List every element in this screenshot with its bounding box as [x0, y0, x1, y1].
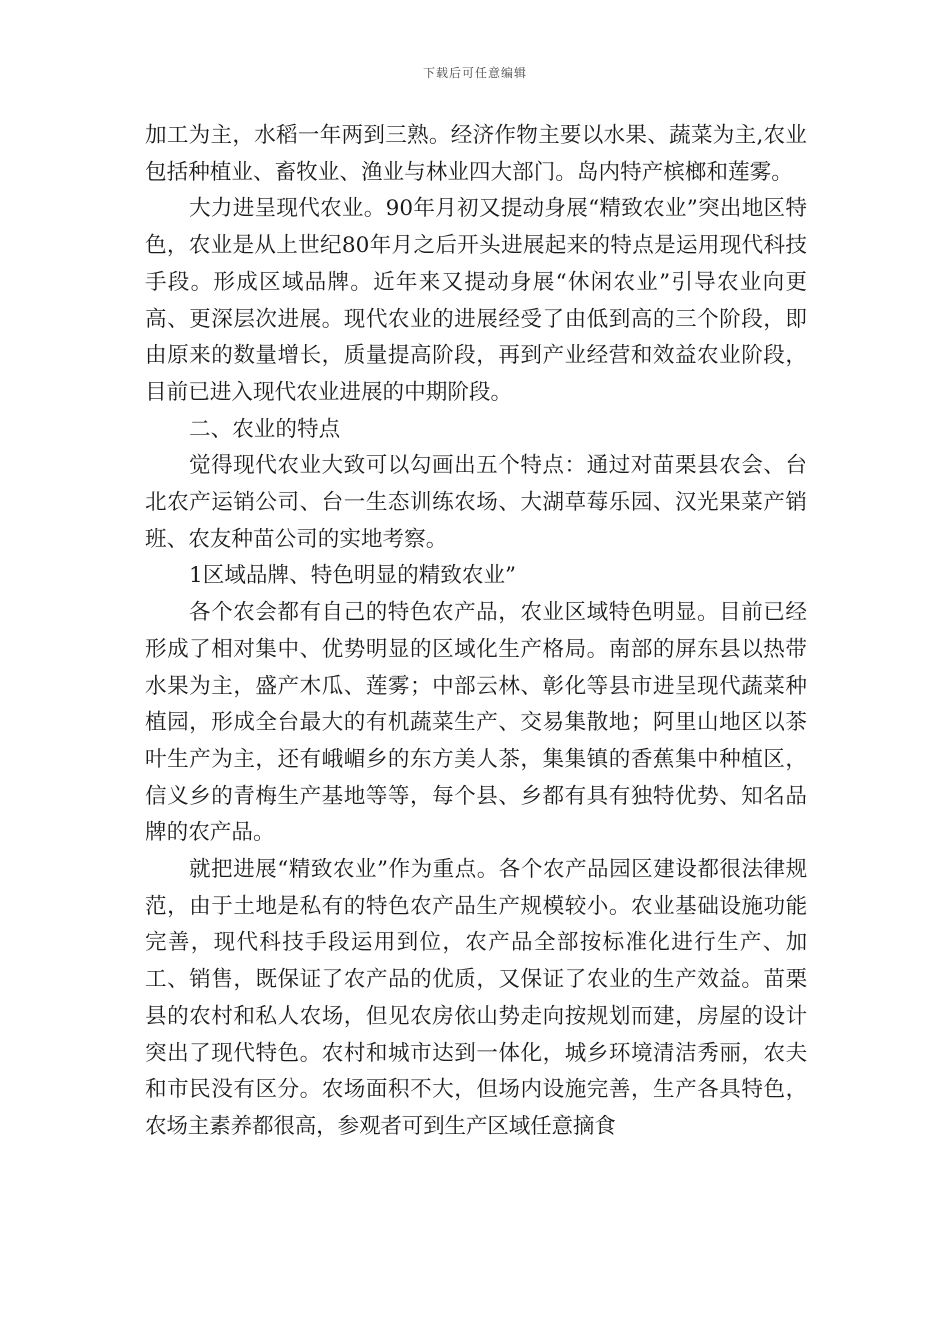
paragraph-4: 各个农会都有自己的特色农产品，农业区域特色明显。目前已经形成了相对集中、优势明显的区域化生产格局。南部的屏东县以热带水果为主，盛产木瓜、莲雾；中部云林、彰化等县市进呈现代蔬菜种植园，形成全台最大的有机蔬菜生产、交易集散地；阿里山地区以茶叶生产为主，还有峨嵋乡的东方美人茶，集集镇的香蕉集中种植区，信义乡的青梅生产基地等等，每个县、乡都有具有独特优势、知名品牌的农产品。	[145, 600, 807, 846]
subsection-heading: 1区域品牌、特色明显的精致农业”	[189, 563, 517, 589]
document-body	[145, 118, 807, 1146]
paragraph-3: 觉得现代农业大致可以勾画出五个特点：通过对苗栗县农会、台北农产运销公司、台一生态训练农场、大湖草莓乐园、汉光果菜产销班、农友种苗公司的实地考察。	[145, 453, 807, 552]
paragraph-5: 就把进展“精致农业”作为重点。各个农产品园区建设都很法律规范，由于土地是私有的特色农产品生产规模较小。农业基础设施功能完善，现代科技手段运用到位，农产品全部按标准化进行生产、加工、销售，既保证了农产品的优质，又保证了农业的生产效益。苗栗县的农村和私人农场，但见农房依山势走向按规划而建，房屋的设计突出了现代特色。农村和城市达到一体化，城乡环境清洁秀丽，农夫和市民没有区分。农场面积不大，但场内设施完善，生产各具特色，农场主素养都很高，参观者可到生产区域任意摘食	[145, 857, 807, 1139]
paragraph-2: 大力进呈现代农业。90年月初又提动身展“精致农业”突出地区特色，农业是从上世纪80年月之后开头进展起来的特点是运用现代科技手段。形成区域品牌。近年来又提动身展“休闲农业”引导农业向更高、更深层次进展。现代农业的进展经受了由低到高的三个阶段，即由原来的数量增长，质量提高阶段，再到产业经营和效益农业阶段，目前已进入现代农业进展的中期阶段。	[145, 196, 807, 405]
paragraph-1: 加工为主，水稻一年两到三熟。经济作物主要以水果、蔬菜为主,农业包括种植业、畜牧业、渔业与林业四大部门。岛内特产槟榔和莲雾。	[145, 123, 807, 185]
page-header: 下载后可任意编辑	[422, 66, 527, 80]
section-heading: 二、农业的特点	[189, 416, 341, 442]
